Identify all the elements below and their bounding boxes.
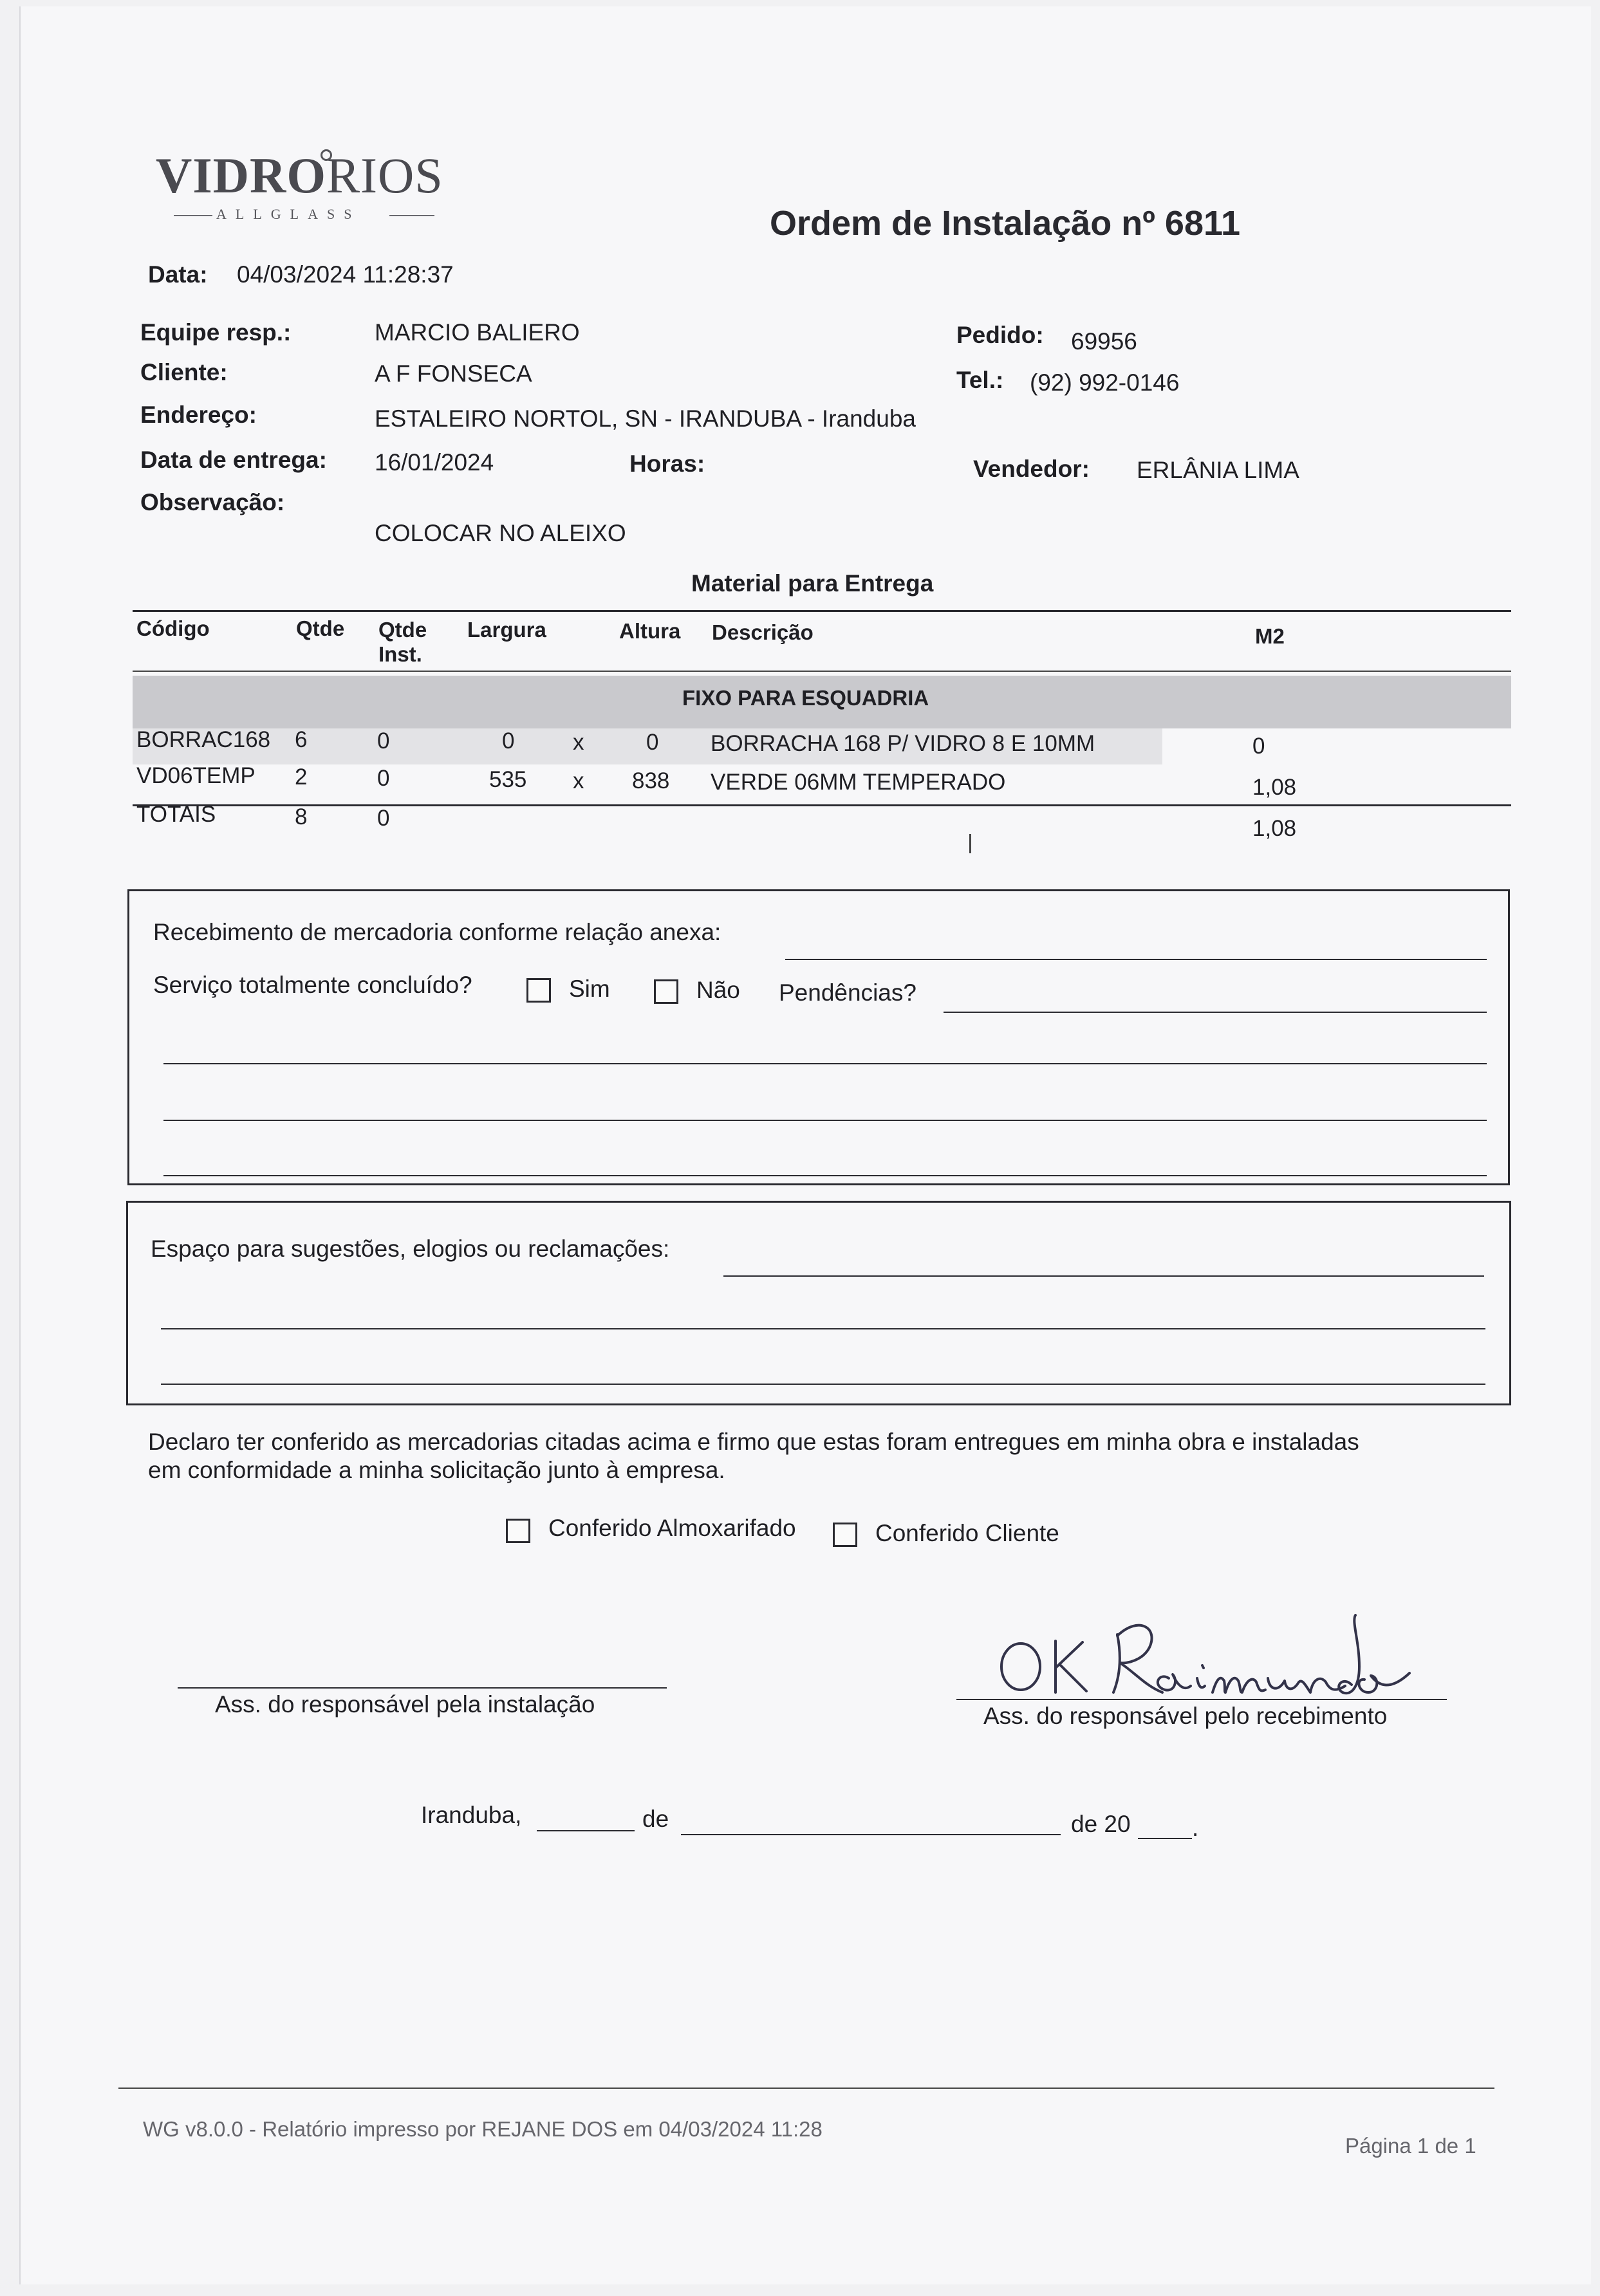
data-entrega-label: Data de entrega:: [140, 447, 327, 473]
row1-altura: 0: [646, 730, 659, 755]
document-title: Ordem de Instalação nº 6811: [770, 204, 1241, 243]
row1-x: x: [573, 730, 584, 755]
col-largura: Largura: [467, 618, 546, 642]
sugestoes-line-3[interactable]: [161, 1384, 1485, 1385]
col-descricao: Descrição: [712, 620, 814, 644]
totals-rule: [133, 804, 1511, 806]
pendencias-label: Pendências?: [779, 979, 916, 1006]
row1-largura: 0: [502, 728, 515, 754]
sim-label: Sim: [569, 976, 610, 1002]
logo-subtitle: ALLGLASS: [216, 206, 361, 222]
conferido-almoxarifado-checkbox[interactable]: [506, 1519, 530, 1543]
company-logo: [156, 147, 443, 205]
place-city: Iranduba,: [421, 1802, 522, 1828]
conferido-almoxarifado-label: Conferido Almoxarifado: [548, 1515, 796, 1541]
col-codigo: Código: [136, 616, 210, 640]
sim-checkbox[interactable]: [526, 978, 551, 1003]
row1-descricao: BORRACHA 168 P/ VIDRO 8 E 10MM: [711, 731, 1095, 756]
equipe-value: MARCIO BALIERO: [375, 319, 580, 346]
place-de-1: de: [642, 1806, 669, 1832]
declaro-line-1: Declaro ter conferido as mercadorias citadas acima e firmo que estas foram entregues em minha obra e instaladas: [148, 1429, 1359, 1455]
signature-line-instalacao[interactable]: [178, 1687, 667, 1689]
declaro-line-2: em conformidade a minha solicitação junto à empresa.: [148, 1457, 725, 1483]
sugestoes-box: [126, 1201, 1511, 1405]
totals-qtde-inst: 0: [377, 806, 390, 831]
row2-codigo: VD06TEMP: [136, 763, 256, 788]
footer-print-info: WG v8.0.0 - Relatório impresso por REJANE DOS em 04/03/2024 11:28: [143, 2117, 823, 2141]
material-section-title: Material para Entrega: [691, 570, 934, 597]
logo-light-text: RIOS: [326, 147, 443, 203]
sugestoes-label: Espaço para sugestões, elogios ou reclamações:: [151, 1236, 670, 1262]
footer-page-number: Página 1 de 1: [1345, 2134, 1476, 2158]
row2-x: x: [573, 768, 584, 793]
totals-qtde: 8: [295, 804, 308, 829]
logo-rule-left: [174, 215, 212, 216]
recebimento-label: Recebimento de mercadoria conforme relação anexa:: [153, 919, 721, 945]
observacao-value: COLOCAR NO ALEIXO: [375, 520, 626, 546]
vendedor-label: Vendedor:: [973, 456, 1090, 482]
tel-label: Tel.:: [956, 367, 1004, 393]
place-dot: .: [1192, 1815, 1199, 1841]
horas-label: Horas:: [629, 450, 705, 477]
row1-qtde: 6: [295, 727, 308, 752]
sugestoes-line-1[interactable]: [723, 1275, 1484, 1277]
sugestoes-line-2[interactable]: [161, 1328, 1485, 1329]
signature-label-instalacao: Ass. do responsável pela instalação: [215, 1691, 595, 1717]
data-label: Data:: [148, 261, 208, 288]
signature-label-recebimento: Ass. do responsável pelo recebimento: [983, 1703, 1388, 1729]
row2-descricao: VERDE 06MM TEMPERADO: [711, 770, 1006, 795]
col-qtde-inst-2: Inst.: [378, 642, 422, 666]
observacao-label: Observação:: [140, 489, 285, 515]
month-line[interactable]: [681, 1834, 1061, 1835]
data-entrega-value: 16/01/2024: [375, 449, 494, 476]
endereco-label: Endereço:: [140, 402, 257, 428]
row2-largura: 535: [489, 767, 527, 792]
footer-rule: [118, 2088, 1494, 2089]
row1-m2: 0: [1252, 734, 1265, 759]
stray-mark: [969, 834, 971, 853]
totals-label: TOTAIS: [136, 802, 216, 827]
cliente-label: Cliente:: [140, 359, 228, 385]
row2-altura: 838: [632, 768, 670, 793]
nao-label: Não: [696, 977, 740, 1003]
logo-rule-right: [389, 215, 434, 216]
conferido-cliente-label: Conferido Cliente: [875, 1520, 1059, 1546]
vendedor-value: ERLÂNIA LIMA: [1137, 457, 1299, 483]
col-qtde-inst-1: Qtde: [378, 618, 427, 642]
row2-qtde: 2: [295, 764, 308, 790]
table-header-rule: [133, 671, 1511, 672]
group-label: FIXO PARA ESQUADRIA: [682, 686, 929, 710]
row2-qtde-inst: 0: [377, 766, 390, 791]
pedido-value: 69956: [1071, 328, 1137, 355]
logo-dot-icon: [321, 149, 332, 161]
table-top-rule: [133, 610, 1511, 612]
conferido-cliente-checkbox[interactable]: [833, 1523, 857, 1547]
cliente-value: A F FONSECA: [375, 360, 532, 387]
handwritten-signature: [965, 1596, 1455, 1712]
pendencias-line[interactable]: [944, 1012, 1487, 1013]
data-value: 04/03/2024 11:28:37: [237, 261, 454, 288]
row2-m2: 1,08: [1252, 775, 1297, 800]
pedido-label: Pedido:: [956, 322, 1044, 348]
endereco-value: ESTALEIRO NORTOL, SN - IRANDUBA - Iranduba: [375, 405, 916, 432]
logo-bold-text: VIDRO: [156, 147, 327, 203]
recebimento-line[interactable]: [785, 959, 1487, 960]
servico-concluido-label: Serviço totalmente concluído?: [153, 972, 472, 998]
recebimento-extra-line-2[interactable]: [163, 1120, 1487, 1121]
col-m2: M2: [1255, 624, 1285, 648]
year-line[interactable]: [1138, 1838, 1192, 1839]
recebimento-extra-line-3[interactable]: [163, 1175, 1487, 1176]
day-line[interactable]: [537, 1830, 635, 1831]
col-altura: Altura: [619, 619, 681, 643]
place-de-2: de 20: [1071, 1811, 1131, 1837]
nao-checkbox[interactable]: [654, 979, 678, 1004]
row1-qtde-inst: 0: [377, 728, 390, 754]
row1-codigo: BORRAC168: [136, 727, 271, 752]
tel-value: (92) 992-0146: [1030, 369, 1180, 396]
totals-m2: 1,08: [1252, 816, 1297, 841]
col-qtde: Qtde: [296, 616, 345, 640]
signature-line-recebimento[interactable]: [956, 1699, 1447, 1700]
recebimento-extra-line-1[interactable]: [163, 1063, 1487, 1064]
equipe-label: Equipe resp.:: [140, 319, 292, 346]
